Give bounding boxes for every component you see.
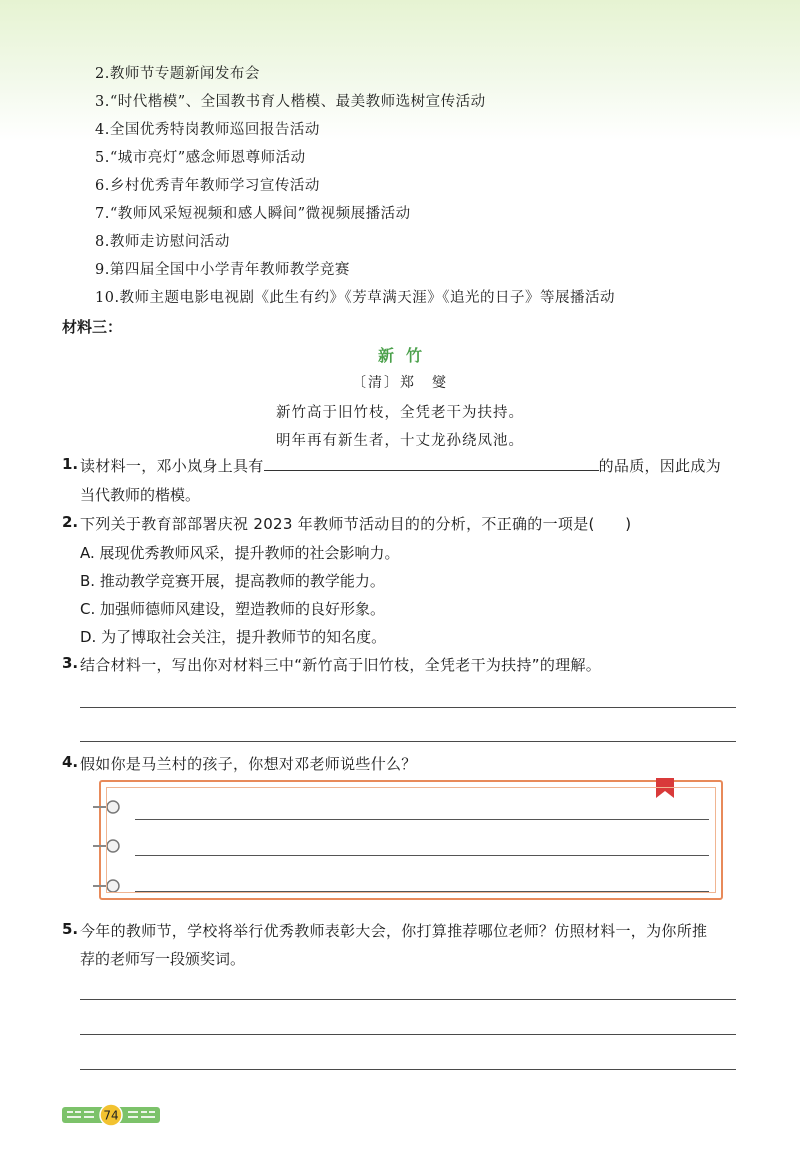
question-5-text: 今年的教师节，学校将举行优秀教师表彰大会，你打算推荐哪位老师？仿照材料一，为你所推 (80, 922, 708, 940)
binder-ring-icon (93, 838, 123, 854)
binder-ring-icon (93, 878, 123, 894)
question-3-text: 结合材料一，写出你对材料三中“新竹高于旧竹枝，全凭老干为扶持”的理解。 (80, 656, 602, 674)
question-5-answer-line[interactable] (80, 1034, 736, 1035)
question-2-option-c[interactable]: C. 加强师德师风建设，塑造教师的良好形象。 (80, 600, 386, 618)
notebook-answer-line[interactable] (135, 855, 709, 856)
notebook-answer-box (99, 780, 723, 900)
question-5-answer-line[interactable] (80, 999, 736, 1000)
question-1-after: 的品质，因此成为 (598, 457, 722, 475)
poem-line: 新竹高于旧竹枝，全凭老干为扶持。 (276, 405, 524, 421)
page-number-badge (62, 1104, 160, 1126)
binder-ring-icon (93, 799, 123, 815)
question-2-option-b[interactable]: B. 推动教学竞赛开展，提高教师的教学能力。 (80, 572, 385, 590)
question-number: 5. (62, 920, 79, 938)
question-5-answer-line[interactable] (80, 1069, 736, 1070)
bookmark-icon (654, 778, 676, 800)
question-1-blank[interactable] (264, 455, 599, 471)
list-item: 8.教师走访慰问活动 (95, 234, 230, 250)
question-2-text: 下列关于教育部部署庆祝 2023 年教师节活动目的的分析，不正确的一项是( ) (80, 515, 632, 533)
list-item: 10.教师主题电影电视剧《此生有约》《芳草满天涯》《追光的日子》等展播活动 (95, 290, 616, 306)
question-number: 3. (62, 654, 79, 672)
list-item: 9.第四届全国中小学青年教师教学竞赛 (95, 262, 350, 278)
question-3-answer-line[interactable] (80, 707, 736, 708)
question-3-answer-line[interactable] (80, 741, 736, 742)
question-2-option-a[interactable]: A. 展现优秀教师风采，提升教师的社会影响力。 (80, 544, 400, 562)
section-label-material-3: 材料三： (62, 318, 123, 336)
poem-author: 〔清〕郑 燮 (352, 375, 448, 391)
notebook-answer-line[interactable] (135, 819, 709, 820)
question-2-option-d[interactable]: D. 为了博取社会关注，提升教师节的知名度。 (80, 628, 387, 646)
list-item: 2.教师节专题新闻发布会 (95, 66, 260, 82)
question-5-continuation: 荐的老师写一段颁奖词。 (80, 950, 246, 968)
question-number: 1. (62, 455, 79, 473)
poem-line: 明年再有新生者，十丈龙孙绕凤池。 (276, 433, 524, 449)
list-item: 7.“教师风采短视频和感人瞬间”微视频展播活动 (95, 206, 411, 222)
question-1-text (80, 455, 721, 476)
question-1-continuation: 当代教师的楷模。 (80, 486, 201, 504)
question-1-before: 读材料一，邓小岚身上具有 (80, 457, 264, 475)
notebook-answer-line[interactable] (135, 891, 709, 892)
poem-title: 新竹 (377, 346, 434, 365)
list-item: 6.乡村优秀青年教师学习宣传活动 (95, 178, 320, 194)
question-number: 4. (62, 753, 79, 771)
list-item: 4.全国优秀特岗教师巡回报告活动 (95, 122, 320, 138)
page-number: 74 (103, 1108, 119, 1123)
list-item: 3.“时代楷模”、全国教书育人楷模、最美教师选树宣传活动 (95, 94, 486, 110)
list-item: 5.“城市亮灯”感念师恩尊师活动 (95, 150, 306, 166)
question-number: 2. (62, 513, 79, 531)
question-4-text: 假如你是马兰村的孩子，你想对邓老师说些什么？ (80, 755, 417, 773)
